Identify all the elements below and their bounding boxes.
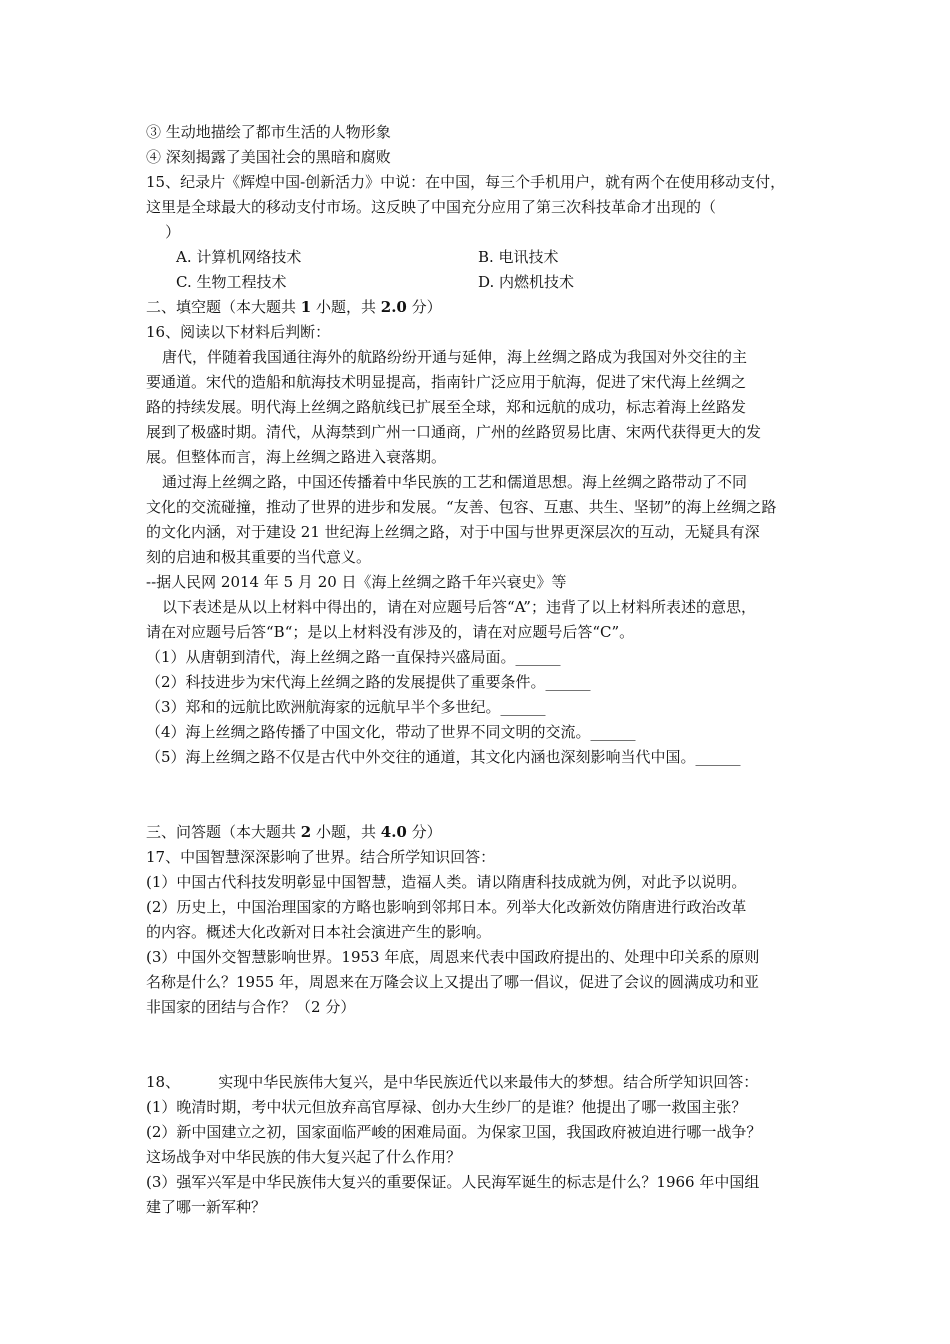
q15-option-c[interactable]: C. 生物工程技术 bbox=[176, 273, 287, 291]
q16-material-p2-line: 通过海上丝绸之路，中国还传播着中华民族的工艺和儒道思想。海上丝绸之路带动了不同 bbox=[162, 473, 748, 491]
q17-title: 17、中国智慧深深影响了世界。结合所学知识回答： bbox=[146, 848, 496, 866]
section-3-text-a: 三、问答题（本大题共 bbox=[146, 823, 301, 841]
q17-line: (2）历史上，中国治理国家的方略也影响到邻邦日本。列举大化改新效仿隋唐进行政治改革 bbox=[146, 898, 747, 916]
q18-title: 18、 实现中华民族伟大复兴，是中华民族近代以来最伟大的梦想。结合所学知识回答： bbox=[146, 1073, 759, 1091]
section-2-score: 2.0 bbox=[380, 298, 407, 316]
section-3-text-c: 分） bbox=[406, 823, 442, 841]
q16-material-p2-line: 刻的启迪和极其重要的当代意义。 bbox=[146, 548, 372, 566]
q18-line: 这场战争对中华民族的伟大复兴起了什么作用？ bbox=[146, 1148, 462, 1166]
exam-page bbox=[146, 120, 810, 1220]
q15-options-row-2 bbox=[146, 270, 810, 295]
section-2-text-a: 二、填空题（本大题共 bbox=[146, 298, 301, 316]
section-3-heading bbox=[146, 820, 810, 845]
q14-item-3: ③ 生动地描绘了都市生活的人物形象 bbox=[146, 123, 391, 141]
section-3-count: 2 bbox=[300, 823, 312, 841]
section-2-text-b: 小题，共 bbox=[311, 298, 381, 316]
q16-instruction-line-1: 以下表述是从以上材料中得出的，请在对应题号后答“A”；违背了以上材料所表述的意思， bbox=[162, 598, 756, 616]
q15-option-b[interactable]: B. 电讯技术 bbox=[478, 248, 559, 266]
q16-statement-5: （5）海上丝绸之路不仅是古代中外交往的通道，其文化内涵也深刻影响当代中国。______ bbox=[146, 748, 741, 766]
q16-material-p1-line: 展到了极盛时期。清代，从海禁到广州一口通商，广州的丝路贸易比唐、宋两代获得更大的发 bbox=[146, 423, 762, 441]
q17-line: 非国家的团结与合作？（2 分） bbox=[146, 998, 356, 1016]
q16-statement-4: （4）海上丝绸之路传播了中国文化，带动了世界不同文明的交流。______ bbox=[146, 723, 636, 741]
q16-statement-3: （3）郑和的远航比欧洲航海家的远航早半个多世纪。______ bbox=[146, 698, 546, 716]
q15-option-d[interactable]: D. 内燃机技术 bbox=[478, 273, 575, 291]
q18-line: 建了哪一新军种？ bbox=[146, 1198, 267, 1216]
q18-line: (3）强军兴军是中华民族伟大复兴的重要保证。人民海军诞生的标志是什么？1966 年中国组 bbox=[146, 1173, 760, 1191]
section-3-text-b: 小题，共 bbox=[311, 823, 381, 841]
q15-stem-line-2: 这里是全球最大的移动支付市场。这反映了中国充分应用了第三次科技革命才出现的（ bbox=[146, 198, 717, 216]
section-2-text-c: 分） bbox=[406, 298, 442, 316]
q16-material-p1-line: 唐代，伴随着我国通往海外的航路纷纷开通与延伸，海上丝绸之路成为我国对外交往的主 bbox=[162, 348, 748, 366]
section-2-count: 1 bbox=[300, 298, 312, 316]
q14-item-4: ④ 深刻揭露了美国社会的黑暗和腐败 bbox=[146, 148, 391, 166]
q17-line: 的内容。概述大化改新对日本社会演进产生的影响。 bbox=[146, 923, 492, 941]
q16-material-p1-line: 路的持续发展。明代海上丝绸之路航线已扩展至全球，郑和远航的成功，标志着海上丝路发 bbox=[146, 398, 747, 416]
q15-stem-line-3: ） bbox=[146, 223, 181, 241]
q15-stem-line-1: 15、纪录片《辉煌中国-创新活力》中说：在中国，每三个手机用户，就有两个在使用移动支付， bbox=[146, 173, 786, 191]
spacer bbox=[146, 1020, 810, 1070]
q16-material-p1-line: 要通道。宋代的造船和航海技术明显提高，指南针广泛应用于航海，促进了宋代海上丝绸之 bbox=[146, 373, 747, 391]
q16-statement-1: （1）从唐朝到清代，海上丝绸之路一直保持兴盛局面。______ bbox=[146, 648, 561, 666]
q16-material-p2-line: 的文化内涵，对于建设 21 世纪海上丝绸之路，对于中国与世界更深层次的互动，无疑具有深 bbox=[146, 523, 760, 541]
q18-line: (1）晚清时期，考中状元但放弃高官厚禄、创办大生纱厂的是谁？他提出了哪一救国主张？ bbox=[146, 1098, 747, 1116]
q16-instruction-line-2: 请在对应题号后答“B“；是以上材料没有涉及的，请在对应题号后答“C”。 bbox=[146, 623, 635, 641]
q17-line: (3）中国外交智慧影响世界。1953 年底，周恩来代表中国政府提出的、处理中印关系的原则 bbox=[146, 948, 760, 966]
q16-material-p2-line: 文化的交流碰撞，推动了世界的进步和发展。“友善、包容、互惠、共生、坚韧”的海上丝绸之路 bbox=[146, 498, 777, 516]
q16-source: --据人民网 2014 年 5 月 20 日《海上丝绸之路千年兴衰史》等 bbox=[146, 573, 567, 591]
section-3-score: 4.0 bbox=[380, 823, 407, 841]
q17-line: (1）中国古代科技发明彰显中国智慧，造福人类。请以隋唐科技成就为例，对此予以说明。 bbox=[146, 873, 747, 891]
q15-option-a[interactable]: A. 计算机网络技术 bbox=[176, 248, 302, 266]
q17-line: 名称是什么？1955 年，周恩来在万隆会议上又提出了哪一倡议，促进了会议的圆满成功和亚 bbox=[146, 973, 759, 991]
q18-line: (2）新中国建立之初，国家面临严峻的困难局面。为保家卫国，我国政府被迫进行哪一战争？ bbox=[146, 1123, 762, 1141]
q16-title: 16、阅读以下材料后判断： bbox=[146, 323, 331, 341]
q15-options-row-1 bbox=[146, 245, 810, 270]
section-2-heading bbox=[146, 295, 810, 320]
q16-material-p1-line: 展。但整体而言，海上丝绸之路进入衰落期。 bbox=[146, 448, 447, 466]
spacer bbox=[146, 770, 810, 820]
q16-statement-2: （2）科技进步为宋代海上丝绸之路的发展提供了重要条件。______ bbox=[146, 673, 591, 691]
